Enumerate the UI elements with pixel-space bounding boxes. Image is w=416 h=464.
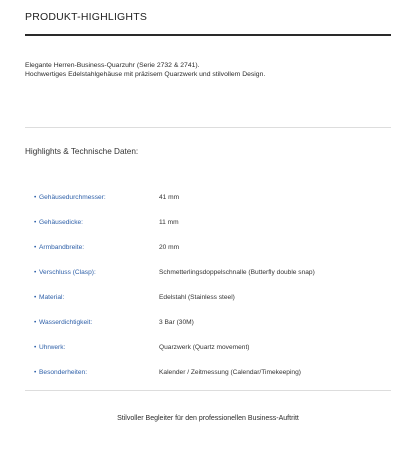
spec-label-text: Gehäusedicke: xyxy=(39,219,83,226)
spec-row xyxy=(25,292,391,304)
bullet-icon: • xyxy=(34,244,37,251)
spec-label-text: Material: xyxy=(39,294,65,301)
bullet-icon: • xyxy=(34,269,37,276)
section-divider xyxy=(25,390,391,391)
bullet-icon: • xyxy=(34,194,37,201)
spec-label xyxy=(34,242,84,254)
spec-value: 11 mm xyxy=(159,219,179,226)
bullet-icon: • xyxy=(34,344,37,351)
spec-label-text: Gehäusedurchmesser: xyxy=(39,194,106,201)
spec-label-text: Wasserdichtigkeit: xyxy=(39,319,93,326)
spec-row xyxy=(25,217,391,229)
spec-label-text: Armbandbreite: xyxy=(39,244,85,251)
spec-row xyxy=(25,192,391,204)
title-underline xyxy=(25,34,391,36)
bullet-icon: • xyxy=(34,369,37,376)
spec-label xyxy=(34,267,96,279)
spec-row xyxy=(25,267,391,279)
bullet-icon: • xyxy=(34,294,37,301)
spec-row xyxy=(25,242,391,254)
spec-label xyxy=(34,317,92,329)
section-title: PRODUKT-HIGHLIGHTS xyxy=(25,11,148,23)
spec-label xyxy=(34,292,64,304)
spec-label xyxy=(34,367,87,379)
spec-row xyxy=(25,342,391,354)
intro-text xyxy=(25,61,391,79)
intro-line-2: Hochwertiges Edelstahlgehäuse mit präzisem Quarzwerk und stilvollem Design. xyxy=(25,71,266,78)
spec-row xyxy=(25,317,391,329)
spec-value: 3 Bar (30M) xyxy=(159,319,194,326)
bullet-icon: • xyxy=(34,219,37,226)
bullet-icon: • xyxy=(34,319,37,326)
spec-value: Quarzwerk (Quartz movement) xyxy=(159,344,250,351)
spec-value: Schmetterlingsdoppelschnalle (Butterfly double snap) xyxy=(159,269,315,276)
intro-line-1: Elegante Herren-Business-Quarzuhr (Serie 2732 & 2741). xyxy=(25,62,200,69)
spec-label-text: Uhrwerk: xyxy=(39,344,66,351)
spec-label xyxy=(34,217,83,229)
specs-heading: Highlights & Technische Daten: xyxy=(25,147,139,156)
spec-row xyxy=(25,367,391,379)
spec-label xyxy=(34,342,65,354)
section-divider xyxy=(25,127,391,128)
spec-value: Kalender / Zeitmessung (Calendar/Timekeeping) xyxy=(159,369,301,376)
spec-value: 41 mm xyxy=(159,194,180,201)
spec-label-text: Besonderheiten: xyxy=(39,369,88,376)
spec-label xyxy=(34,192,106,204)
spec-value: 20 mm xyxy=(159,244,180,251)
product-highlights-section xyxy=(25,0,391,464)
tagline: Stilvoller Begleiter für den professionellen Business-Auftritt xyxy=(117,415,299,422)
spec-label-text: Verschluss (Clasp): xyxy=(39,269,96,276)
spec-value: Edelstahl (Stainless steel) xyxy=(159,294,235,301)
